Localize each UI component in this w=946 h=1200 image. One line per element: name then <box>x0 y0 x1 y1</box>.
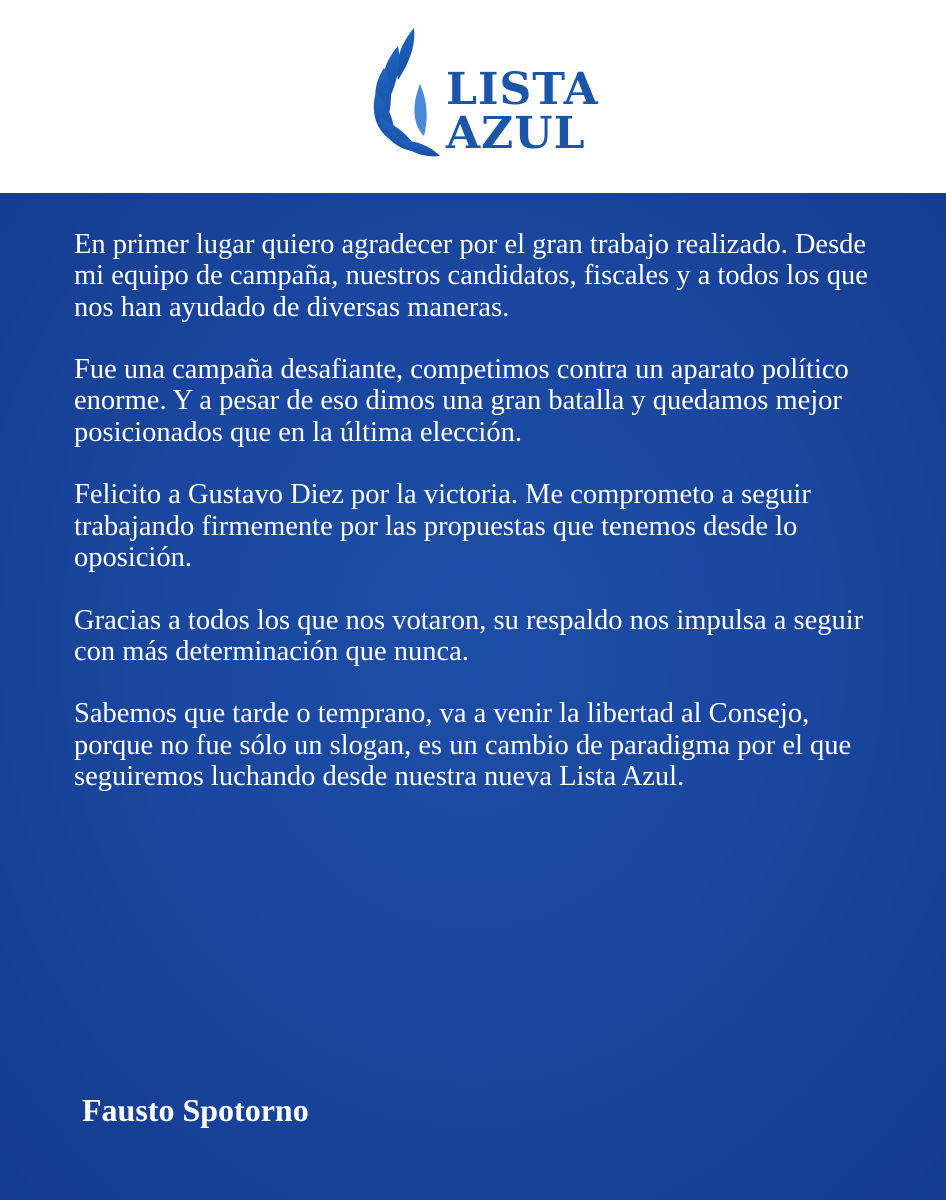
paragraph-5: Sabemos que tarde o temprano, va a venir la libertad al Consejo, porque no fue sólo un slogan, es un cambio de paradigma por el que seguiremos luchando desde nuestra nueva Lista Azul. <box>74 698 852 793</box>
wing-icon <box>368 24 458 164</box>
logo-line-1: LISTA <box>446 64 599 115</box>
lista-azul-logo <box>368 24 599 164</box>
paragraph-3: Felicito a Gustavo Diez por la victoria. Me comprometo a seguir trabajando firmemente por las propuestas que tenemos desde lo oposición. <box>74 479 811 573</box>
logo-line-2: AZUL <box>446 108 586 159</box>
paragraph-4: Gracias a todos los que nos votaron, su respaldo nos impulsa a seguir con más determinación que nunca. <box>74 604 864 667</box>
paragraph-2: Fue una campaña desafiante, competimos contra un aparato político enorme. Y a pesar de eso dimos una gran batalla y quedamos mejor posicionados que en la última elección. <box>74 354 849 448</box>
logo-text <box>446 64 599 159</box>
letter-body <box>74 229 874 824</box>
paragraph-1: En primer lugar quiero agradecer por el gran trabajo realizado. Desde mi equipo de campaña, nuestros candidatos, fiscales y a todos los que nos han ayudado de diversas maneras. <box>74 229 868 323</box>
signature: Fausto Spotorno <box>82 1092 309 1128</box>
header <box>0 0 946 193</box>
